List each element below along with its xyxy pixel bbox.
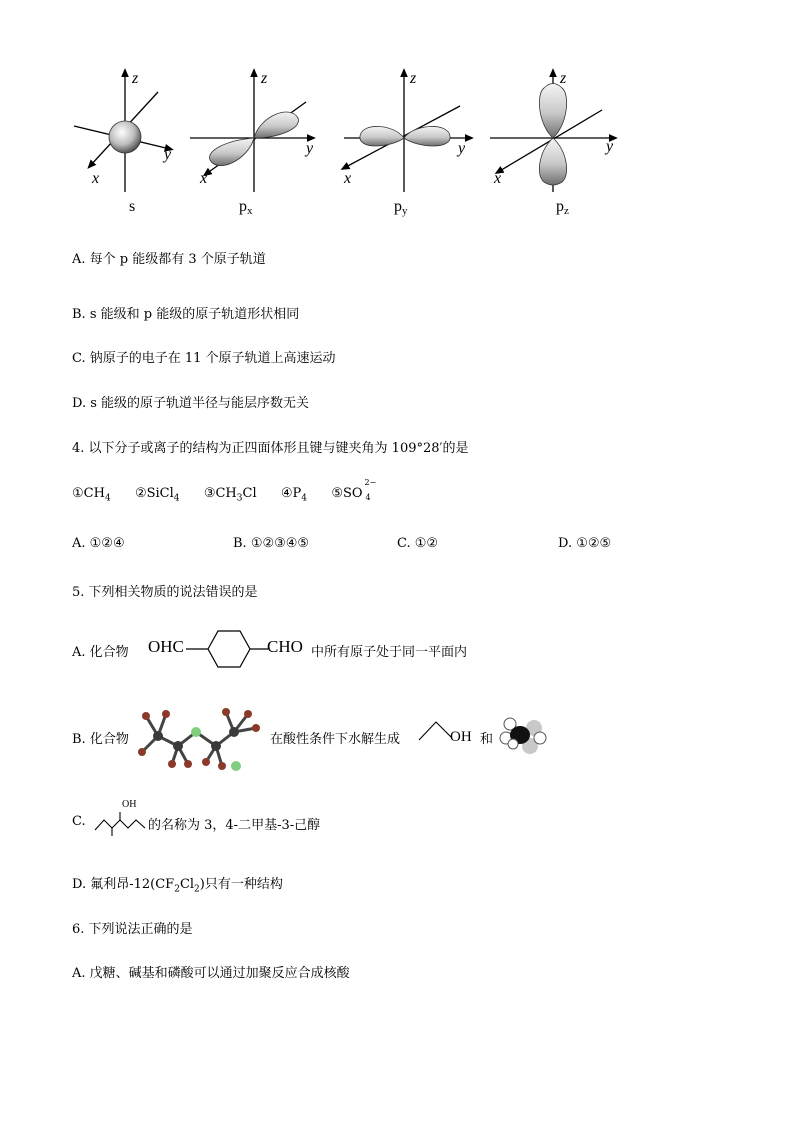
space-filling-model [498, 716, 550, 756]
px-orbital-diagram [190, 66, 320, 196]
q5-b-and: 和 [480, 732, 494, 747]
axis-label-y: y [606, 138, 614, 155]
q4-item-3: $③CH_3Cl$ [203, 486, 257, 504]
axis-label-z: z [132, 70, 139, 87]
axis-label-z: z [410, 70, 417, 87]
axis-label-x: x [92, 170, 100, 187]
q3-option-d: D. s 能级的原子轨道半径与能层序数无关 [72, 396, 310, 411]
axis-label-z: z [560, 70, 567, 87]
q4-option-d: D. ①②⑤ [558, 536, 612, 551]
alcohol-skeleton [94, 810, 148, 836]
q5-b-oh: OH [450, 729, 472, 745]
q3-option-c: C. 钠原子的电子在 11 个原子轨道上高速运动 [72, 351, 336, 366]
q5-stem: 5. 下列相关物质的说法错误的是 [72, 585, 258, 600]
py-orbital-label: $p_y$ [394, 198, 408, 217]
axis-label-y: y [306, 140, 314, 157]
q4-option-a: A. ①②④ [72, 536, 125, 551]
axis-label-z: z [261, 70, 268, 87]
q6-option-a: A. 戊糖、碱基和磷酸可以通过加聚反应合成核酸 [72, 966, 350, 981]
axis-label-x: x [344, 170, 352, 187]
q5-a-ohc: OHC [148, 637, 184, 656]
q4-stem: 4. 以下分子或离子的结构为正四面体形且键与键夹角为 109°28′的是 [72, 441, 469, 456]
q4-item-5: ⑤SO 2− 4 [331, 478, 377, 502]
q5-option-d: D. 氟利昂$-12(CF_2Cl_2)$只有一种结构 [72, 877, 283, 895]
ethanol-skeleton [418, 720, 454, 742]
s-orbital-label: s [129, 198, 136, 215]
axis-label-y: y [164, 146, 172, 163]
q5-a-cho: CHO [267, 637, 303, 656]
q3-option-a: A. 每个 p 能级都有 3 个原子轨道 [72, 252, 266, 267]
q4-item-2: ②SiCl$_4$ [134, 486, 180, 504]
axis-label-x: x [200, 170, 208, 187]
q6-stem: 6. 下列说法正确的是 [72, 922, 193, 937]
axis-label-x: x [494, 170, 502, 187]
q4-item-1: $①CH_4$ [72, 486, 111, 504]
px-orbital-label: $p_x$ [239, 198, 253, 217]
q4-item-4: $④P_4$ [280, 486, 308, 504]
q5-option-b-prefix: B. 化合物 [72, 732, 129, 747]
q5-option-a-suffix: 中所有原子处于同一平面内 [311, 645, 468, 660]
q5-option-b-mid: 在酸性条件下水解生成 [270, 732, 401, 747]
cyclohexane-ring [186, 628, 270, 672]
s-orbital-diagram [70, 66, 190, 196]
q5-option-a-prefix: A. 化合物 [72, 645, 129, 660]
ball-and-stick-model [136, 700, 271, 774]
q5-option-c-prefix: C. [72, 814, 86, 829]
q5-c-oh: OH [122, 799, 137, 810]
q5-option-c-suffix: 的名称为 3，4-二甲基-3-己醇 [148, 818, 321, 833]
q4-option-b: B. ①②③④⑤ [233, 536, 310, 551]
q4-option-c: C. ①② [397, 536, 439, 551]
pz-orbital-label: $p_z$ [556, 198, 569, 217]
axis-label-y: y [458, 140, 466, 157]
q3-option-b: B. s 能级和 p 能级的原子轨道形状相同 [72, 307, 300, 322]
q4-items [72, 478, 377, 504]
pz-orbital-diagram [490, 66, 620, 196]
